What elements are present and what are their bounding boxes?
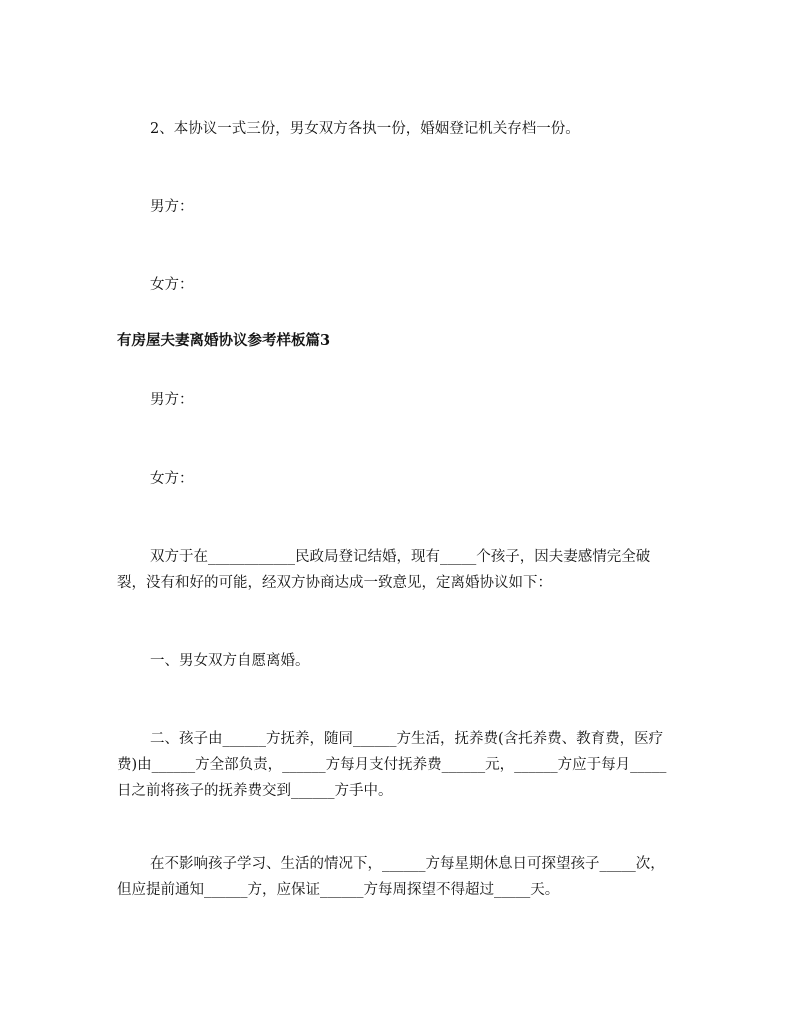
clause-visitation: 在不影响孩子学习、生活的情况下，______方每星期休息日可探望孩子_____次，但应提前通知______方，应保证______方每周探望不得超过_____天。 xyxy=(117,856,665,898)
husband-label: 男方： xyxy=(150,392,194,408)
section-heading: 有房屋夫妻离婚协议参考样板篇3 xyxy=(117,332,331,349)
husband-signature-label: 男方： xyxy=(150,199,194,215)
clause-voluntary-divorce: 一、男女双方自愿离婚。 xyxy=(150,653,310,669)
wife-signature-label: 女方： xyxy=(150,277,194,293)
agreement-intro: 双方于在____________民政局登记结婚，现有_____个孩子，因夫妻感情完全破裂，没有和好的可能，经双方协商达成一致意见，定离婚协议如下： xyxy=(117,549,651,591)
clause-child-custody: 二、孩子由______方抚养，随同______方生活，抚养费(含托养费、教育费，医疗费)由______方全部负责，______方每月支付抚养费______元，______方应于每月_____日之前将孩子的抚养费交到______方手中。 xyxy=(117,731,667,799)
wife-label: 女方： xyxy=(150,471,194,487)
clause-copies: 2、本协议一式三份，男女双方各执一份，婚姻登记机关存档一份。 xyxy=(150,121,580,137)
